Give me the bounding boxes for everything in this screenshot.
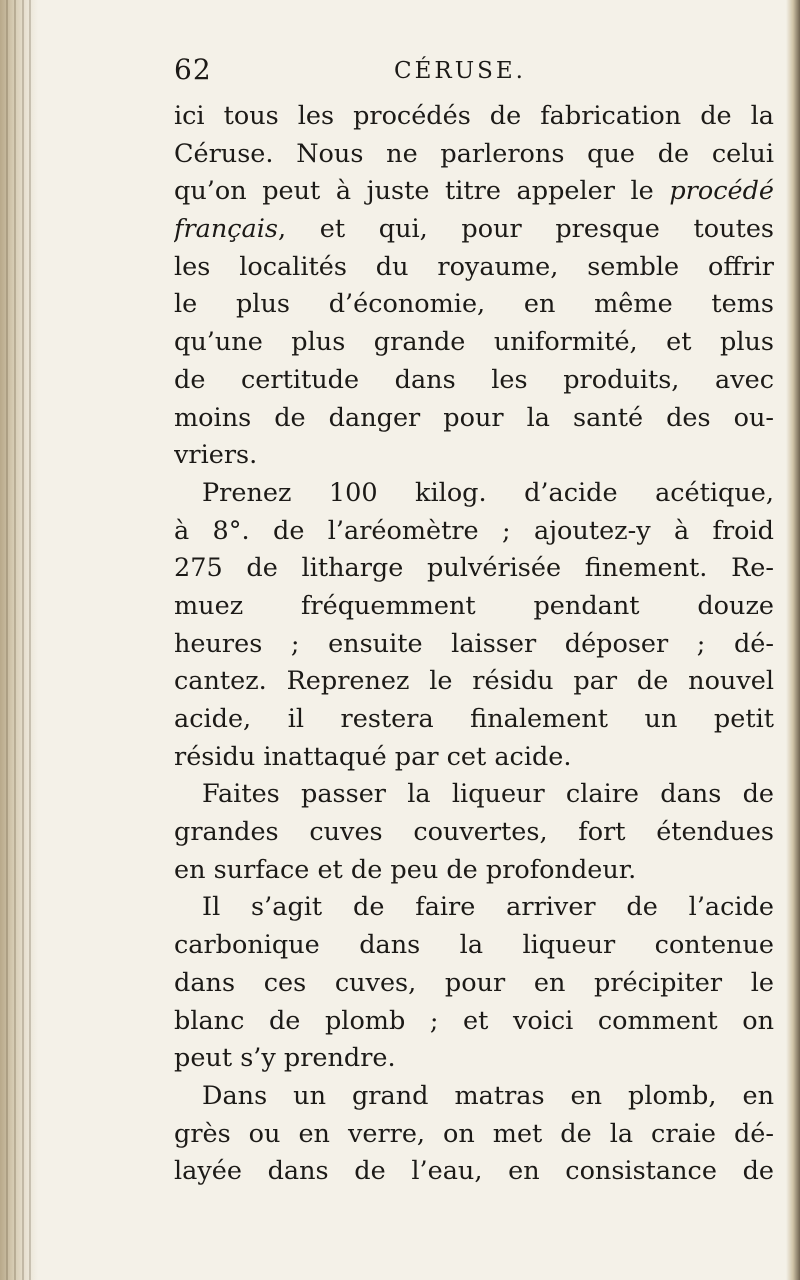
text-line: acide, il restera finalement un petit — [174, 704, 774, 734]
text-line: layée dans de l’eau, en consistance de — [174, 1156, 774, 1187]
page-gutter-left — [0, 0, 38, 1280]
paragraph-start-line: Il s’agit de faire arriver de l’acide — [202, 892, 774, 923]
body-text — [174, 98, 774, 1191]
binding-stripe — [22, 0, 24, 1280]
text-line: muez fréquemment pendant douze — [174, 590, 774, 621]
paragraph-start-line: Dans un grand matras en plomb, en — [202, 1080, 774, 1111]
binding-stripe — [29, 0, 31, 1280]
text-line: 275 de litharge pulvérisée finement. Re- — [174, 553, 774, 584]
text-line: heures ; ensuite laisser déposer ; dé- — [174, 628, 774, 659]
text-line: blanc de plomb ; et voici comment on — [174, 1005, 774, 1036]
page-edge-right — [786, 0, 800, 1280]
text-line: qu’on peut à juste titre appeler le procédé — [174, 176, 774, 207]
paragraph-start-line: Faites passer la liqueur claire dans de — [202, 779, 774, 810]
page-number: 62 — [174, 53, 212, 86]
page-header — [174, 52, 774, 92]
text-line: Céruse. Nous ne parlerons que de celui — [174, 138, 774, 169]
text-line: à 8°. de l’aréomètre ; ajoutez-y à froid — [174, 515, 774, 546]
text-line: vriers. — [174, 440, 258, 471]
text-line: en surface et de peu de profondeur. — [174, 854, 637, 885]
book-page — [174, 52, 774, 1191]
text-line: grès ou en verre, on met de la craie dé- — [174, 1118, 774, 1149]
text-line: grandes cuves couvertes, fort étendues — [174, 817, 774, 848]
italic-term: français — [174, 214, 278, 245]
text-line: peut s’y prendre. — [174, 1043, 396, 1074]
text-line: qu’une plus grande uniformité, et plus — [174, 327, 774, 358]
running-title: CÉRUSE. — [394, 58, 526, 84]
text-line: français, et qui, pour presque toutes — [174, 214, 774, 245]
italic-term: procédé — [669, 176, 774, 207]
text-line: le plus d’économie, en même tems — [174, 289, 774, 320]
text-line: cantez. Reprenez le résidu par de nouvel — [174, 666, 774, 697]
paragraph-start-line: Prenez 100 kilog. d’acide acétique, — [202, 477, 774, 508]
text-line: dans ces cuves, pour en précipiter le — [174, 967, 774, 998]
text-line: de certitude dans les produits, avec — [174, 364, 774, 395]
binding-stripe — [6, 0, 8, 1280]
text-line: ici tous les procédés de fabrication de la — [174, 101, 774, 131]
binding-stripe — [14, 0, 16, 1280]
text-line: moins de danger pour la santé des ou- — [174, 402, 774, 433]
text-line: résidu inattaqué par cet acide. — [174, 741, 572, 772]
text-line: carbonique dans la liqueur contenue — [174, 930, 774, 961]
text-line: les localités du royaume, semble offrir — [174, 251, 774, 282]
